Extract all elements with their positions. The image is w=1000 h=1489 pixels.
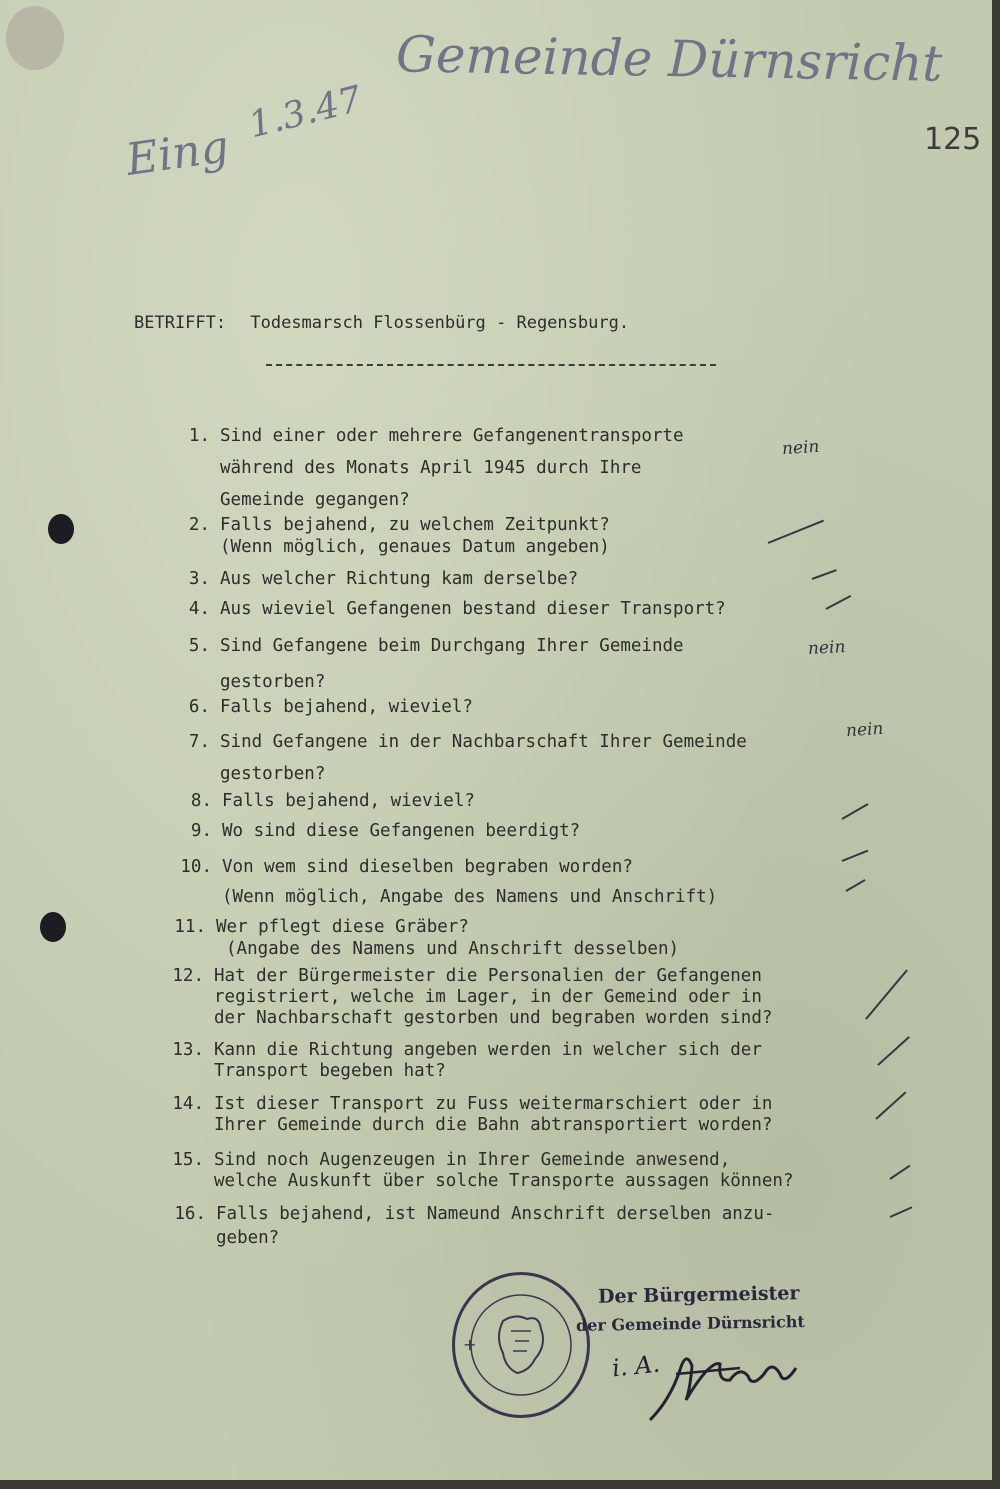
question-text: (Wenn möglich, genaues Datum angeben): [220, 537, 610, 557]
question-number: 13.: [172, 1040, 204, 1060]
question-7: [188, 726, 747, 790]
question-text: gestorben?: [220, 764, 326, 784]
question-text: während des Monats April 1945 durch Ihre: [220, 458, 642, 478]
question-text: Ist dieser Transport zu Fuss weitermarschiert oder in: [214, 1094, 773, 1114]
question-text: Kann die Richtung angeben werden in welcher sich der: [214, 1040, 762, 1060]
punch-hole: [40, 912, 66, 942]
answer-check-mark: [812, 569, 837, 580]
question-number: 14.: [172, 1094, 204, 1114]
answer-check-mark: [842, 803, 869, 820]
question-14: [172, 1094, 773, 1136]
handwritten-municipality: Gemeinde Dürnsricht: [395, 25, 943, 93]
answer-nein: nein: [845, 718, 885, 742]
question-number: 2.: [188, 515, 210, 535]
question-10: [180, 852, 718, 912]
question-15: [172, 1150, 794, 1192]
subject-line: [134, 313, 629, 333]
answer-check-mark: [875, 1091, 906, 1119]
answer-check-mark: [768, 520, 824, 544]
handwritten-date: 1.3.47: [244, 78, 366, 147]
question-8: [190, 790, 475, 812]
corner-smudge: [6, 6, 64, 70]
answer-nein: nein: [781, 436, 821, 460]
subject-label: BETRIFFT:: [134, 313, 227, 333]
question-text: Sind Gefangene in der Nachbarschaft Ihrer Gemeinde: [220, 732, 747, 752]
question-number: 15.: [172, 1150, 204, 1170]
question-11: [174, 916, 680, 960]
subject-text: Todesmarsch Flossenbürg - Regensburg.: [250, 313, 630, 333]
question-number: 1.: [188, 426, 210, 446]
question-number: 6.: [188, 697, 210, 717]
signature-on-behalf: i. A.: [610, 1349, 662, 1383]
question-text: geben?: [216, 1228, 280, 1248]
question-text: gestorben?: [220, 672, 326, 692]
question-text: (Angabe des Namens und Anschrift desselben): [226, 939, 680, 959]
question-text: Wo sind diese Gefangenen beerdigt?: [222, 821, 581, 841]
question-5: [188, 628, 684, 700]
question-3: [188, 568, 579, 590]
question-text: Ihrer Gemeinde durch die Bahn abtransportiert worden?: [214, 1115, 773, 1135]
question-text: Aus welcher Richtung kam derselbe?: [220, 569, 579, 589]
answer-check-mark: [846, 879, 866, 892]
question-text: Hat der Bürgermeister die Personalien der Gefangenen: [214, 966, 762, 986]
question-9: [190, 820, 581, 842]
punch-hole: [48, 514, 74, 544]
question-text: (Wenn möglich, Angabe des Namens und Anschrift): [222, 887, 718, 907]
handwritten-signature: [640, 1330, 840, 1430]
signature-title-mayor: Der Bürgermeister: [597, 1282, 800, 1308]
question-number: 4.: [188, 599, 210, 619]
question-text: Aus wieviel Gefangenen bestand dieser Transport?: [220, 599, 726, 619]
question-number: 5.: [188, 636, 210, 656]
question-number: 3.: [188, 569, 210, 589]
question-text: der Nachbarschaft gestorben und begraben worden sind?: [214, 1008, 773, 1028]
question-text: Von wem sind dieselben begraben worden?: [222, 857, 633, 877]
question-text: Wer pflegt diese Gräber?: [216, 917, 469, 937]
seal-cross-icon: +: [463, 1335, 477, 1354]
question-text: Sind Gefangene beim Durchgang Ihrer Gemeinde: [220, 636, 684, 656]
question-1: [188, 420, 684, 516]
question-number: 7.: [188, 732, 210, 752]
answer-check-mark: [826, 595, 852, 610]
question-text: Sind einer oder mehrere Gefangenentransporte: [220, 426, 684, 446]
question-13: [172, 1040, 762, 1082]
question-number: 12.: [172, 966, 204, 986]
question-number: 16.: [174, 1204, 206, 1224]
question-12: [172, 966, 773, 1029]
question-text: welche Auskunft über solche Transporte aussagen können?: [214, 1171, 794, 1191]
question-text: Transport begeben hat?: [214, 1061, 446, 1081]
answer-check-mark: [865, 969, 908, 1019]
question-4: [188, 598, 726, 620]
question-text: Falls bejahend, wieviel?: [222, 791, 475, 811]
subject-underline: [266, 364, 716, 366]
answer-check-mark: [877, 1036, 910, 1066]
question-number: 9.: [190, 821, 212, 841]
handwritten-initial: Eing: [122, 121, 232, 186]
page-number: 125: [924, 122, 982, 157]
question-number: 11.: [174, 917, 206, 937]
question-number: 10.: [180, 857, 212, 877]
question-text: Gemeinde gegangen?: [220, 490, 410, 510]
question-text: Falls bejahend, zu welchem Zeitpunkt?: [220, 515, 610, 535]
question-text: Sind noch Augenzeugen in Ihrer Gemeinde anwesend,: [214, 1150, 731, 1170]
answer-nein: nein: [807, 637, 846, 659]
question-number: 8.: [190, 791, 212, 811]
question-6: [188, 696, 473, 718]
question-text: Falls bejahend, ist Nameund Anschrift derselben anzu-: [216, 1204, 775, 1224]
answer-check-mark: [889, 1165, 910, 1180]
answer-check-mark: [890, 1206, 913, 1218]
answer-check-mark: [842, 850, 869, 862]
question-text: Falls bejahend, wieviel?: [220, 697, 473, 717]
question-16: [174, 1202, 775, 1250]
signature-title-municipality: der Gemeinde Dürnsricht: [575, 1312, 805, 1335]
question-2: [188, 514, 610, 558]
municipal-seal-stamp: [452, 1272, 590, 1418]
question-text: registriert, welche im Lager, in der Gemeind oder in: [214, 987, 762, 1007]
